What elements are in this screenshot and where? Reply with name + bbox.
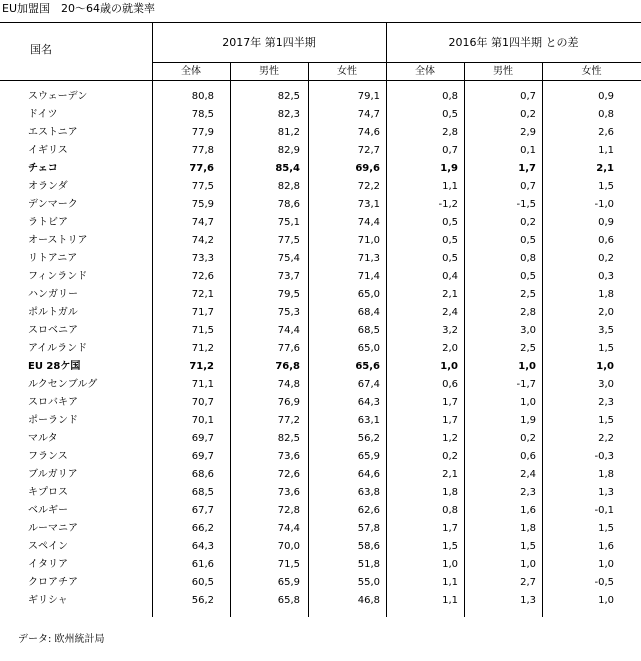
table-cell: 71,2 — [191, 343, 214, 354]
country-name: デンマーク — [28, 199, 78, 210]
table-cell: 2,4 — [520, 469, 536, 480]
table-row — [0, 304, 641, 322]
table-cell: 69,7 — [191, 433, 214, 444]
table-cell: 65,6 — [355, 361, 380, 372]
table-cell: 2,1 — [442, 469, 458, 480]
table-row — [0, 484, 641, 502]
table-cell: 0,2 — [520, 217, 536, 228]
table-cell: 75,9 — [191, 199, 214, 210]
table-cell: 77,8 — [191, 145, 214, 156]
table-cell: 0,1 — [520, 145, 536, 156]
subheader-total-diff: 全体 — [415, 66, 435, 77]
subheader-female-diff: 女性 — [581, 66, 602, 77]
country-name: ハンガリー — [28, 289, 78, 300]
table-cell: 0,7 — [442, 145, 458, 156]
table-cell: 1,8 — [520, 523, 536, 534]
table-cell: -1,2 — [438, 199, 458, 210]
table-cell: 0,4 — [442, 271, 458, 282]
table-cell: 64,6 — [357, 469, 380, 480]
table-cell: 0,5 — [442, 235, 458, 246]
table-cell: 1,7 — [442, 415, 458, 426]
table-row — [0, 232, 641, 250]
table-cell: 0,5 — [442, 217, 458, 228]
table-row — [0, 448, 641, 466]
table-row — [0, 88, 641, 106]
table-cell: 2,8 — [520, 307, 536, 318]
table-cell: 1,3 — [520, 595, 536, 606]
table-row — [0, 430, 641, 448]
country-name: スウェーデン — [28, 91, 88, 102]
table-cell: 74,7 — [357, 109, 380, 120]
table-cell: 1,0 — [596, 361, 614, 372]
table-cell: 67,4 — [357, 379, 380, 390]
table-cell: 1,7 — [442, 397, 458, 408]
table-cell: 0,5 — [442, 253, 458, 264]
table-cell: 77,6 — [189, 163, 214, 174]
table-row — [0, 592, 641, 610]
table-cell: 68,5 — [357, 325, 380, 336]
table-cell: 77,5 — [191, 181, 214, 192]
table-cell: 1,9 — [520, 415, 536, 426]
table-cell: 71,2 — [189, 361, 214, 372]
table-cell: 3,0 — [598, 379, 614, 390]
table-cell: 82,5 — [277, 91, 300, 102]
table-cell: -0,1 — [594, 505, 614, 516]
table-cell: 0,8 — [598, 109, 614, 120]
table-cell: 1,8 — [598, 289, 614, 300]
table-top-border — [0, 22, 641, 23]
table-cell: 71,3 — [357, 253, 380, 264]
table-cell: 71,4 — [357, 271, 380, 282]
table-cell: 78,5 — [191, 109, 214, 120]
table-cell: 72,1 — [191, 289, 214, 300]
table-cell: 82,5 — [277, 433, 300, 444]
table-row — [0, 250, 641, 268]
table-cell: 1,8 — [598, 469, 614, 480]
table-cell: 70,0 — [277, 541, 300, 552]
table-cell: 2,4 — [442, 307, 458, 318]
table-cell: 75,4 — [277, 253, 300, 264]
table-cell: 85,4 — [275, 163, 300, 174]
table-row — [0, 196, 641, 214]
table-cell: 0,8 — [442, 91, 458, 102]
country-name: アイルランド — [28, 343, 88, 354]
table-cell: 1,8 — [442, 487, 458, 498]
table-cell: 82,8 — [277, 181, 300, 192]
country-name: リトアニア — [28, 253, 78, 264]
table-cell: 74,8 — [277, 379, 300, 390]
table-cell: 2,5 — [520, 289, 536, 300]
table-cell: 0,2 — [520, 433, 536, 444]
table-cell: 72,6 — [277, 469, 300, 480]
country-name: フィンランド — [28, 271, 88, 282]
country-name: クロアチア — [28, 577, 78, 588]
table-row — [0, 106, 641, 124]
table-cell: 51,8 — [357, 559, 380, 570]
table-row — [0, 322, 641, 340]
country-name: オランダ — [28, 181, 68, 192]
table-row — [0, 538, 641, 556]
table-cell: 0,9 — [598, 91, 614, 102]
table-cell: 0,2 — [442, 451, 458, 462]
subheader-female: 女性 — [337, 66, 357, 77]
table-row — [0, 556, 641, 574]
table-cell: 74,4 — [277, 325, 300, 336]
source-note: データ: 欧州統計局 — [18, 634, 105, 645]
country-name: ブルガリア — [28, 469, 78, 480]
table-cell: -1,5 — [516, 199, 536, 210]
table-cell: 2,3 — [598, 397, 614, 408]
table-cell: 65,9 — [277, 577, 300, 588]
table-row — [0, 358, 641, 376]
country-name: ルクセンブルグ — [28, 379, 98, 390]
table-cell: 2,3 — [520, 487, 536, 498]
header-bottom-border — [0, 80, 641, 81]
table-cell: 69,6 — [355, 163, 380, 174]
country-name: スロベニア — [28, 325, 78, 336]
table-cell: 74,2 — [191, 235, 214, 246]
table-cell: 0,6 — [442, 379, 458, 390]
table-cell: 3,2 — [442, 325, 458, 336]
table-cell: 71,7 — [191, 307, 214, 318]
table-row — [0, 214, 641, 232]
table-cell: 55,0 — [357, 577, 380, 588]
table-cell: 71,5 — [277, 559, 300, 570]
table-cell: 73,7 — [277, 271, 300, 282]
table-cell: 2,0 — [598, 307, 614, 318]
table-cell: 56,2 — [191, 595, 214, 606]
table-cell: 1,1 — [442, 577, 458, 588]
table-row — [0, 160, 641, 178]
country-name: EU 28ケ国 — [28, 361, 81, 372]
group-header-diff-2016: 2016年 第1四半期 との差 — [448, 36, 579, 49]
table-row — [0, 142, 641, 160]
table-cell: 1,9 — [440, 163, 458, 174]
country-name: イタリア — [28, 559, 68, 570]
table-cell: 2,2 — [598, 433, 614, 444]
table-row — [0, 376, 641, 394]
country-name: キプロス — [28, 487, 68, 498]
table-cell: 0,7 — [520, 181, 536, 192]
table-cell: 70,7 — [191, 397, 214, 408]
table-cell: 71,5 — [191, 325, 214, 336]
table-cell: -1,7 — [516, 379, 536, 390]
table-cell: 2,9 — [520, 127, 536, 138]
table-cell: 1,5 — [598, 343, 614, 354]
table-cell: 0,3 — [598, 271, 614, 282]
table-cell: 68,5 — [191, 487, 214, 498]
table-cell: 73,3 — [191, 253, 214, 264]
country-name: チェコ — [28, 163, 58, 174]
table-cell: 65,9 — [357, 451, 380, 462]
table-cell: 65,0 — [357, 343, 380, 354]
table-cell: 74,7 — [191, 217, 214, 228]
table-cell: 78,6 — [277, 199, 300, 210]
table-cell: 60,5 — [191, 577, 214, 588]
table-cell: 3,0 — [520, 325, 536, 336]
table-cell: 64,3 — [191, 541, 214, 552]
table-cell: 71,0 — [357, 235, 380, 246]
table-cell: 67,7 — [191, 505, 214, 516]
table-cell: 69,7 — [191, 451, 214, 462]
subheader-total: 全体 — [181, 66, 201, 77]
table-cell: 0,2 — [520, 109, 536, 120]
table-cell: 0,9 — [598, 217, 614, 228]
table-cell: 2,8 — [442, 127, 458, 138]
table-cell: 75,3 — [277, 307, 300, 318]
table-cell: 0,5 — [520, 235, 536, 246]
table-cell: 72,6 — [191, 271, 214, 282]
country-column-header: 国名 — [30, 43, 52, 56]
table-row — [0, 124, 641, 142]
table-cell: 2,7 — [520, 577, 536, 588]
table-row — [0, 466, 641, 484]
table-row — [0, 286, 641, 304]
country-name: ドイツ — [28, 109, 58, 120]
subheader-male: 男性 — [259, 66, 279, 77]
table-cell: -0,3 — [594, 451, 614, 462]
country-name: スペイン — [28, 541, 68, 552]
table-cell: 1,6 — [520, 505, 536, 516]
country-name: オーストリア — [28, 235, 88, 246]
country-name: イギリス — [28, 145, 68, 156]
table-cell: 0,7 — [520, 91, 536, 102]
table-cell: 79,5 — [277, 289, 300, 300]
table-cell: 56,2 — [357, 433, 380, 444]
table-cell: 1,5 — [520, 541, 536, 552]
table-cell: 1,6 — [598, 541, 614, 552]
table-cell: 0,6 — [598, 235, 614, 246]
table-cell: 1,1 — [598, 145, 614, 156]
table-cell: 74,4 — [277, 523, 300, 534]
table-cell: 1,7 — [518, 163, 536, 174]
table-cell: 1,5 — [442, 541, 458, 552]
table-cell: 57,8 — [357, 523, 380, 534]
table-cell: 1,7 — [442, 523, 458, 534]
table-cell: 74,4 — [357, 217, 380, 228]
table-cell: 81,2 — [277, 127, 300, 138]
table-row — [0, 574, 641, 592]
table-cell: 73,1 — [357, 199, 380, 210]
table-cell: 63,1 — [357, 415, 380, 426]
table-cell: 72,2 — [357, 181, 380, 192]
table-cell: 77,5 — [277, 235, 300, 246]
table-cell: 76,9 — [277, 397, 300, 408]
table-row — [0, 268, 641, 286]
table-cell: 70,1 — [191, 415, 214, 426]
table-cell: 61,6 — [191, 559, 214, 570]
country-name: ポーランド — [28, 415, 78, 426]
table-cell: 65,0 — [357, 289, 380, 300]
table-cell: 0,6 — [520, 451, 536, 462]
table-cell: 0,2 — [598, 253, 614, 264]
table-cell: 82,3 — [277, 109, 300, 120]
table-cell: -0,5 — [594, 577, 614, 588]
table-cell: -1,0 — [594, 199, 614, 210]
country-name: エストニア — [28, 127, 78, 138]
table-cell: 62,6 — [357, 505, 380, 516]
country-name: ラトビア — [28, 217, 68, 228]
page-title: EU加盟国 20〜64歳の就業率 — [2, 2, 155, 15]
table-cell: 73,6 — [277, 451, 300, 462]
country-name: スロバキア — [28, 397, 78, 408]
table-cell: 77,6 — [277, 343, 300, 354]
subheader-male-diff: 男性 — [493, 66, 513, 77]
table-cell: 72,7 — [357, 145, 380, 156]
table-cell: 77,9 — [191, 127, 214, 138]
table-cell: 0,8 — [520, 253, 536, 264]
table-cell: 72,8 — [277, 505, 300, 516]
table-cell: 64,3 — [357, 397, 380, 408]
table-row — [0, 412, 641, 430]
table-row — [0, 520, 641, 538]
table-cell: 63,8 — [357, 487, 380, 498]
table-cell: 1,0 — [442, 559, 458, 570]
table-cell: 1,0 — [520, 397, 536, 408]
table-row — [0, 502, 641, 520]
country-name: ポルトガル — [28, 307, 78, 318]
table-cell: 1,5 — [598, 415, 614, 426]
group-header-2017: 2017年 第1四半期 — [222, 36, 316, 49]
table-cell: 2,0 — [442, 343, 458, 354]
table-cell: 1,0 — [598, 595, 614, 606]
table-cell: 46,8 — [357, 595, 380, 606]
country-name: ルーマニア — [28, 523, 78, 534]
country-name: ベルギー — [28, 505, 68, 516]
table-cell: 71,1 — [191, 379, 214, 390]
subheader-top-border — [152, 62, 641, 63]
country-name: フランス — [28, 451, 68, 462]
table-cell: 68,4 — [357, 307, 380, 318]
table-cell: 75,1 — [277, 217, 300, 228]
table-cell: 1,0 — [518, 361, 536, 372]
table-cell: 1,0 — [440, 361, 458, 372]
country-name: ギリシャ — [28, 595, 68, 606]
table-cell: 58,6 — [357, 541, 380, 552]
table-cell: 1,0 — [520, 559, 536, 570]
table-cell: 79,1 — [357, 91, 380, 102]
table-cell: 1,5 — [598, 181, 614, 192]
table-cell: 2,6 — [598, 127, 614, 138]
table-cell: 0,8 — [442, 505, 458, 516]
table-cell: 77,2 — [277, 415, 300, 426]
table-cell: 66,2 — [191, 523, 214, 534]
table-cell: 0,5 — [442, 109, 458, 120]
table-cell: 74,6 — [357, 127, 380, 138]
country-name: マルタ — [28, 433, 58, 444]
table-cell: 68,6 — [191, 469, 214, 480]
table-cell: 82,9 — [277, 145, 300, 156]
table-cell: 3,5 — [598, 325, 614, 336]
table-cell: 1,5 — [598, 523, 614, 534]
table-row — [0, 340, 641, 358]
table-cell: 1,1 — [442, 181, 458, 192]
table-row — [0, 178, 641, 196]
table-cell: 2,5 — [520, 343, 536, 354]
table-cell: 0,5 — [520, 271, 536, 282]
table-cell: 1,2 — [442, 433, 458, 444]
table-cell: 1,0 — [598, 559, 614, 570]
table-cell: 2,1 — [596, 163, 614, 174]
table-cell: 2,1 — [442, 289, 458, 300]
table-cell: 76,8 — [275, 361, 300, 372]
table-cell: 1,3 — [598, 487, 614, 498]
table-cell: 1,1 — [442, 595, 458, 606]
table-cell: 80,8 — [191, 91, 214, 102]
table-row — [0, 394, 641, 412]
table-cell: 73,6 — [277, 487, 300, 498]
table-cell: 65,8 — [277, 595, 300, 606]
